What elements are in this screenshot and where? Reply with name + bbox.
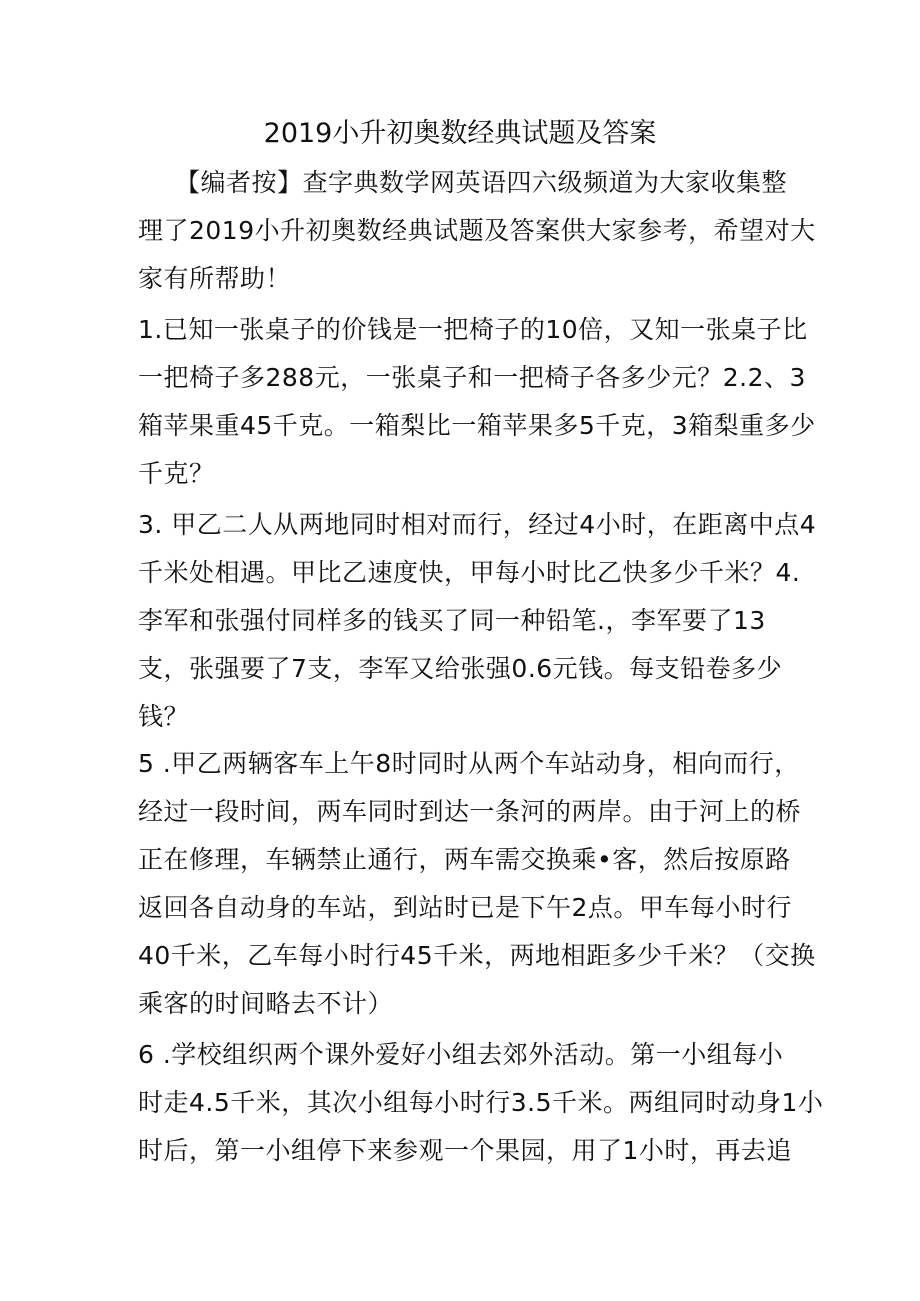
- body-line-10: 李军和张强付同样多的钱买了同一种铅笔.，李军要了13: [138, 606, 766, 635]
- body-line-12: 钱？: [138, 702, 190, 731]
- body-line-3: 家有所帮助！: [138, 264, 292, 293]
- body-line-19: 6 .学校组织两个课外爱好小组去郊外活动。第一小组每小: [138, 1040, 784, 1069]
- body-line-8: 3. 甲乙二人从两地同时相对而行，经过4小时，在距离中点4: [138, 510, 817, 539]
- body-line-9: 千米处相遇。甲比乙速度快，甲每小时比乙快多少千米？4.: [138, 558, 801, 587]
- body-line-5: 一把椅子多288元，一张桌子和一把椅子各多少元？2.2、3: [138, 363, 806, 392]
- body-line-18: 乘客的时间略去不计）: [138, 989, 394, 1018]
- body-line-20: 时走4.5千米，其次小组每小时行3.5千米。两组同时动身1小: [138, 1088, 824, 1117]
- body-line-13: 5 .甲乙两辆客车上午8时同时从两个车站动身，相向而行，: [138, 749, 800, 778]
- body-line-17: 40千米，乙车每小时行45千米，两地相距多少千米？（交换: [138, 941, 816, 970]
- body-line-2: 理了2019小升初奥数经典试题及答案供大家参考，希望对大: [138, 216, 816, 245]
- body-line-14: 经过一段时间，两车同时到达一条河的两岸。由于河上的桥: [138, 797, 802, 826]
- body-line-16: 返回各自动身的车站，到站时已是下午2点。甲车每小时行: [138, 893, 792, 922]
- body-line-21: 时后，第一小组停下来参观一个果园，用了1小时，再去追: [138, 1136, 792, 1165]
- document-title: 2019小升初奥数经典试题及答案: [263, 118, 657, 149]
- body-line-15: 正在修理，车辆禁止通行，两车需交换乘•客，然后按原路: [138, 845, 791, 874]
- body-line-1: 【编者按】查字典数学网英语四六级频道为大家收集整: [175, 168, 788, 197]
- body-line-7: 千克？: [138, 459, 215, 488]
- body-line-11: 支，张强要了7支，李军又给张强0.6元钱。每支铅卷多少: [138, 654, 783, 683]
- body-line-6: 箱苹果重45千克。一箱梨比一箱苹果多5千克，3箱梨重多少: [138, 411, 816, 440]
- body-line-4: 1.已知一张桌子的价钱是一把椅子的10倍，又知一张桌子比: [138, 315, 808, 344]
